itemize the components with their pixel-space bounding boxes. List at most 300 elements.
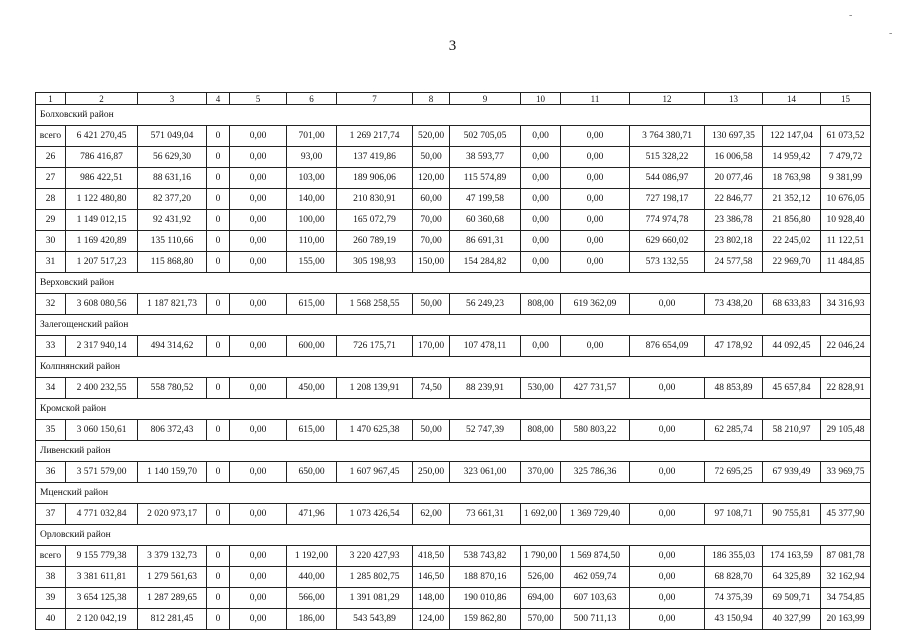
table-cell: 16 006,58 (705, 147, 763, 168)
table-cell: 1 568 258,55 (337, 294, 413, 315)
table-cell: 3 381 611,81 (66, 567, 138, 588)
table-cell: 0,00 (561, 210, 630, 231)
table-row (36, 462, 871, 483)
district-row (36, 357, 871, 378)
table-cell: 188 870,16 (450, 567, 521, 588)
table-cell: 600,00 (287, 336, 337, 357)
table-cell: 0,00 (561, 168, 630, 189)
table-cell: 186,00 (287, 609, 337, 630)
table-cell: 1 149 012,15 (66, 210, 138, 231)
table-cell: 100,00 (287, 210, 337, 231)
table-cell: всего (36, 546, 66, 567)
district-name: Мценский район (36, 483, 871, 504)
table-cell: 260 789,19 (337, 231, 413, 252)
table-cell: 32 (36, 294, 66, 315)
table-cell: 165 072,79 (337, 210, 413, 231)
table-cell: 0,00 (630, 420, 705, 441)
table-cell: 107 478,11 (450, 336, 521, 357)
table-cell: 72 695,25 (705, 462, 763, 483)
table-cell: 44 092,45 (763, 336, 821, 357)
table-cell: 0,00 (521, 231, 561, 252)
district-row (36, 315, 871, 336)
table-cell: 35 (36, 420, 66, 441)
table-row (36, 294, 871, 315)
header-cell: 13 (705, 93, 763, 105)
table-cell: 38 593,77 (450, 147, 521, 168)
table-cell: 68 828,70 (705, 567, 763, 588)
table-cell: 92 431,92 (138, 210, 207, 231)
table-cell: 0 (207, 231, 230, 252)
table-cell: 0,00 (561, 189, 630, 210)
table-cell: 155,00 (287, 252, 337, 273)
table-cell: 34 316,93 (821, 294, 871, 315)
header-cell: 2 (66, 93, 138, 105)
table-cell: 186 355,03 (705, 546, 763, 567)
table-cell: 1 607 967,45 (337, 462, 413, 483)
table-cell: 462 059,74 (561, 567, 630, 588)
table-cell: 370,00 (521, 462, 561, 483)
table-cell: 50,00 (413, 147, 450, 168)
table-cell: 471,96 (287, 504, 337, 525)
table-cell: 0,00 (230, 231, 287, 252)
table-cell: 74,50 (413, 378, 450, 399)
table-cell: 9 381,99 (821, 168, 871, 189)
table-cell: 727 198,17 (630, 189, 705, 210)
table-cell: 806 372,43 (138, 420, 207, 441)
table-cell: 0,00 (230, 378, 287, 399)
table-cell: 23 802,18 (705, 231, 763, 252)
table-cell: 0,00 (521, 210, 561, 231)
header-cell: 14 (763, 93, 821, 105)
district-name: Колпнянский район (36, 357, 871, 378)
table-cell: 0,00 (521, 252, 561, 273)
table-cell: 0,00 (521, 189, 561, 210)
table-cell: 28 (36, 189, 66, 210)
table-cell: 0,00 (230, 147, 287, 168)
header-cell: 7 (337, 93, 413, 105)
table-cell: 1 192,00 (287, 546, 337, 567)
table-cell: 0,00 (230, 504, 287, 525)
table-row (36, 378, 871, 399)
table-row (36, 231, 871, 252)
table-cell: 33 969,75 (821, 462, 871, 483)
header-cell: 4 (207, 93, 230, 105)
table-cell: 0,00 (230, 168, 287, 189)
table-cell: 0,00 (630, 567, 705, 588)
table-cell: 0,00 (561, 336, 630, 357)
table-cell: 6 421 270,45 (66, 126, 138, 147)
district-name: Орловский район (36, 525, 871, 546)
table-cell: 0,00 (630, 546, 705, 567)
table-cell: 0 (207, 588, 230, 609)
table-cell: 250,00 (413, 462, 450, 483)
scan-mark: - (889, 28, 893, 39)
table-cell: 566,00 (287, 588, 337, 609)
header-cell: 9 (450, 93, 521, 105)
table-cell: 1 569 874,50 (561, 546, 630, 567)
table-cell: 122 147,04 (763, 126, 821, 147)
table-cell: 120,00 (413, 168, 450, 189)
table-cell: 110,00 (287, 231, 337, 252)
table-cell: 159 862,80 (450, 609, 521, 630)
table-cell: 67 939,49 (763, 462, 821, 483)
table-cell: 0,00 (630, 588, 705, 609)
table-cell: 0,00 (630, 294, 705, 315)
table-cell: 629 660,02 (630, 231, 705, 252)
table-cell: 29 (36, 210, 66, 231)
table-cell: 0,00 (561, 231, 630, 252)
table-cell: 1 692,00 (521, 504, 561, 525)
table-cell: 520,00 (413, 126, 450, 147)
table-cell: 33 (36, 336, 66, 357)
table-cell: 22 245,02 (763, 231, 821, 252)
table-cell: 27 (36, 168, 66, 189)
table-cell: 23 386,78 (705, 210, 763, 231)
table-cell: 607 103,63 (561, 588, 630, 609)
table-cell: 0,00 (561, 147, 630, 168)
table-cell: 29 105,48 (821, 420, 871, 441)
table-cell: 0 (207, 546, 230, 567)
table-cell: 14 959,42 (763, 147, 821, 168)
table-cell: 18 763,98 (763, 168, 821, 189)
table-row (36, 168, 871, 189)
table-cell: 135 110,66 (138, 231, 207, 252)
table-cell: 0,00 (521, 126, 561, 147)
header-cell: 1 (36, 93, 66, 105)
table-cell: 1 285 802,75 (337, 567, 413, 588)
table-row (36, 336, 871, 357)
table-cell: 538 743,82 (450, 546, 521, 567)
table-cell: 86 691,31 (450, 231, 521, 252)
table-cell: 1 169 420,89 (66, 231, 138, 252)
table-cell: 500 711,13 (561, 609, 630, 630)
district-name: Залегощенский район (36, 315, 871, 336)
table-cell: 3 379 132,73 (138, 546, 207, 567)
table-cell: 10 928,40 (821, 210, 871, 231)
table-cell: 0 (207, 294, 230, 315)
table-cell: 3 654 125,38 (66, 588, 138, 609)
table-cell: 34 754,85 (821, 588, 871, 609)
district-name: Верховский район (36, 273, 871, 294)
table-cell: 1 187 821,73 (138, 294, 207, 315)
table-cell: 30 (36, 231, 66, 252)
table-cell: 115 868,80 (138, 252, 207, 273)
table-cell: 1 369 729,40 (561, 504, 630, 525)
table-cell: 571 049,04 (138, 126, 207, 147)
table-cell: 58 210,97 (763, 420, 821, 441)
table-cell: 1 140 159,70 (138, 462, 207, 483)
table-cell: 786 416,87 (66, 147, 138, 168)
table-cell: 0 (207, 147, 230, 168)
district-row (36, 483, 871, 504)
table-cell: 174 163,59 (763, 546, 821, 567)
table-cell: 0,00 (230, 420, 287, 441)
table-cell: 0,00 (561, 252, 630, 273)
table-cell: 515 328,22 (630, 147, 705, 168)
table-cell: 24 577,58 (705, 252, 763, 273)
table-cell: 2 317 940,14 (66, 336, 138, 357)
table-cell: 40 327,99 (763, 609, 821, 630)
table-cell: 31 (36, 252, 66, 273)
table-cell: 47 178,92 (705, 336, 763, 357)
table-cell: 2 020 973,17 (138, 504, 207, 525)
header-cell: 5 (230, 93, 287, 105)
table-cell: 154 284,82 (450, 252, 521, 273)
table-cell: 3 220 427,93 (337, 546, 413, 567)
table-cell: 530,00 (521, 378, 561, 399)
table-cell: 7 479,72 (821, 147, 871, 168)
table-cell: 418,50 (413, 546, 450, 567)
table-cell: 69 509,71 (763, 588, 821, 609)
table-cell: 3 571 579,00 (66, 462, 138, 483)
table-cell: 190 010,86 (450, 588, 521, 609)
table-row (36, 546, 871, 567)
table-cell: 43 150,94 (705, 609, 763, 630)
table-row (36, 189, 871, 210)
table-cell: 0,00 (561, 126, 630, 147)
table-row (36, 567, 871, 588)
table-row (36, 210, 871, 231)
table-cell: 50,00 (413, 420, 450, 441)
table-cell: 0,00 (230, 462, 287, 483)
table-cell: 619 362,09 (561, 294, 630, 315)
table-cell: 570,00 (521, 609, 561, 630)
district-row (36, 273, 871, 294)
table-cell: 0,00 (230, 294, 287, 315)
table-cell: 543 543,89 (337, 609, 413, 630)
table-cell: 0,00 (230, 567, 287, 588)
table-cell: 50,00 (413, 294, 450, 315)
table-cell: 9 155 779,38 (66, 546, 138, 567)
table-cell: 0 (207, 168, 230, 189)
table-cell: 0,00 (630, 462, 705, 483)
header-cell: 12 (630, 93, 705, 105)
table-cell: 1 122 480,80 (66, 189, 138, 210)
table-cell: 494 314,62 (138, 336, 207, 357)
table-cell: 0,00 (230, 210, 287, 231)
table-cell: 4 771 032,84 (66, 504, 138, 525)
table-cell: 88 631,16 (138, 168, 207, 189)
district-row (36, 105, 871, 126)
table-cell: 32 162,94 (821, 567, 871, 588)
table-cell: 73 438,20 (705, 294, 763, 315)
table-cell: 22 046,24 (821, 336, 871, 357)
table-cell: 64 325,89 (763, 567, 821, 588)
table-cell: 103,00 (287, 168, 337, 189)
table-cell: 137 419,86 (337, 147, 413, 168)
table-cell: 3 608 080,56 (66, 294, 138, 315)
table-cell: 34 (36, 378, 66, 399)
table-cell: 2 120 042,19 (66, 609, 138, 630)
district-name: Болховский район (36, 105, 871, 126)
table-cell: 0,00 (521, 147, 561, 168)
table-cell: 650,00 (287, 462, 337, 483)
table-cell: 0 (207, 210, 230, 231)
table-cell: 26 (36, 147, 66, 168)
table-cell: 62,00 (413, 504, 450, 525)
table-cell: 11 484,85 (821, 252, 871, 273)
table-cell: 60 360,68 (450, 210, 521, 231)
table-row (36, 420, 871, 441)
table-cell: 1 790,00 (521, 546, 561, 567)
table-cell: 0 (207, 609, 230, 630)
table-cell: 39 (36, 588, 66, 609)
table-cell: всего (36, 126, 66, 147)
table-cell: 73 661,31 (450, 504, 521, 525)
table-cell: 615,00 (287, 294, 337, 315)
header-cell: 6 (287, 93, 337, 105)
table-row (36, 147, 871, 168)
table-cell: 0,00 (521, 336, 561, 357)
table-cell: 615,00 (287, 420, 337, 441)
table-cell: 82 377,20 (138, 189, 207, 210)
table-cell: 0 (207, 462, 230, 483)
table-cell: 115 574,89 (450, 168, 521, 189)
table-cell: 88 239,91 (450, 378, 521, 399)
table-cell: 0 (207, 336, 230, 357)
table-cell: 325 786,36 (561, 462, 630, 483)
table-cell: 0 (207, 378, 230, 399)
table-cell: 140,00 (287, 189, 337, 210)
table-cell: 56 249,23 (450, 294, 521, 315)
table-cell: 93,00 (287, 147, 337, 168)
table-cell: 1 207 517,23 (66, 252, 138, 273)
table-cell: 189 906,06 (337, 168, 413, 189)
table-cell: 62 285,74 (705, 420, 763, 441)
table-cell: 876 654,09 (630, 336, 705, 357)
table-cell: 694,00 (521, 588, 561, 609)
table-cell: 48 853,89 (705, 378, 763, 399)
table-cell: 1 269 217,74 (337, 126, 413, 147)
table-row (36, 252, 871, 273)
table-cell: 38 (36, 567, 66, 588)
table-cell: 774 974,78 (630, 210, 705, 231)
table-cell: 3 060 150,61 (66, 420, 138, 441)
table-cell: 90 755,81 (763, 504, 821, 525)
table-cell: 61 073,52 (821, 126, 871, 147)
table-cell: 0,00 (230, 189, 287, 210)
table-cell: 1 287 289,65 (138, 588, 207, 609)
table-cell: 68 633,83 (763, 294, 821, 315)
table-cell: 124,00 (413, 609, 450, 630)
table-cell: 0,00 (630, 504, 705, 525)
table-cell: 22 846,77 (705, 189, 763, 210)
table-row (36, 588, 871, 609)
table-cell: 1 470 625,38 (337, 420, 413, 441)
table-cell: 440,00 (287, 567, 337, 588)
table-cell: 0,00 (521, 168, 561, 189)
table-cell: 20 077,46 (705, 168, 763, 189)
district-name: Ливенский район (36, 441, 871, 462)
table-row (36, 609, 871, 630)
table-cell: 0 (207, 567, 230, 588)
table-cell: 10 676,05 (821, 189, 871, 210)
table-cell: 3 764 380,71 (630, 126, 705, 147)
table-cell: 0,00 (230, 126, 287, 147)
table-cell: 573 132,55 (630, 252, 705, 273)
district-row (36, 525, 871, 546)
table-cell: 808,00 (521, 294, 561, 315)
table-cell: 1 279 561,63 (138, 567, 207, 588)
table-cell: 45 377,90 (821, 504, 871, 525)
table-cell: 0 (207, 189, 230, 210)
table-cell: 0,00 (230, 252, 287, 273)
table-cell: 97 108,71 (705, 504, 763, 525)
table-cell: 148,00 (413, 588, 450, 609)
table-row (36, 126, 871, 147)
table-cell: 2 400 232,55 (66, 378, 138, 399)
table-cell: 74 375,39 (705, 588, 763, 609)
table-cell: 0 (207, 420, 230, 441)
table-cell: 20 163,99 (821, 609, 871, 630)
header-cell: 15 (821, 93, 871, 105)
table-cell: 808,00 (521, 420, 561, 441)
page-number: 3 (448, 38, 457, 54)
header-row (36, 93, 871, 105)
table-cell: 0,00 (230, 588, 287, 609)
table-cell: 427 731,57 (561, 378, 630, 399)
header-cell: 10 (521, 93, 561, 105)
table-cell: 0,00 (230, 609, 287, 630)
table-cell: 170,00 (413, 336, 450, 357)
table-cell: 21 352,12 (763, 189, 821, 210)
header-cell: 8 (413, 93, 450, 105)
table-row (36, 504, 871, 525)
table-cell: 0,00 (630, 609, 705, 630)
table-cell: 146,50 (413, 567, 450, 588)
table-cell: 502 705,05 (450, 126, 521, 147)
table-cell: 450,00 (287, 378, 337, 399)
table-cell: 986 422,51 (66, 168, 138, 189)
table-cell: 11 122,51 (821, 231, 871, 252)
table-cell: 70,00 (413, 231, 450, 252)
table-cell: 305 198,93 (337, 252, 413, 273)
table-cell: 37 (36, 504, 66, 525)
table-cell: 21 856,80 (763, 210, 821, 231)
table-cell: 701,00 (287, 126, 337, 147)
table-cell: 0 (207, 126, 230, 147)
table-cell: 812 281,45 (138, 609, 207, 630)
table-cell: 40 (36, 609, 66, 630)
table-cell: 0,00 (230, 546, 287, 567)
table-cell: 45 657,84 (763, 378, 821, 399)
table-cell: 150,00 (413, 252, 450, 273)
table-cell: 60,00 (413, 189, 450, 210)
table-cell: 544 086,97 (630, 168, 705, 189)
header-cell: 3 (138, 93, 207, 105)
table-cell: 22 969,70 (763, 252, 821, 273)
district-row (36, 441, 871, 462)
table-cell: 52 747,39 (450, 420, 521, 441)
table-cell: 0,00 (230, 336, 287, 357)
table-cell: 130 697,35 (705, 126, 763, 147)
table-cell: 56 629,30 (138, 147, 207, 168)
district-name: Кромской район (36, 399, 871, 420)
header-cell: 11 (561, 93, 630, 105)
table-cell: 526,00 (521, 567, 561, 588)
table-cell: 1 208 139,91 (337, 378, 413, 399)
table-cell: 22 828,91 (821, 378, 871, 399)
table-cell: 0 (207, 252, 230, 273)
table-cell: 36 (36, 462, 66, 483)
table-cell: 558 780,52 (138, 378, 207, 399)
table-cell: 47 199,58 (450, 189, 521, 210)
table-body (36, 93, 871, 630)
table-cell: 1 391 081,29 (337, 588, 413, 609)
table-cell: 580 803,22 (561, 420, 630, 441)
district-row (36, 399, 871, 420)
table-cell: 210 830,91 (337, 189, 413, 210)
